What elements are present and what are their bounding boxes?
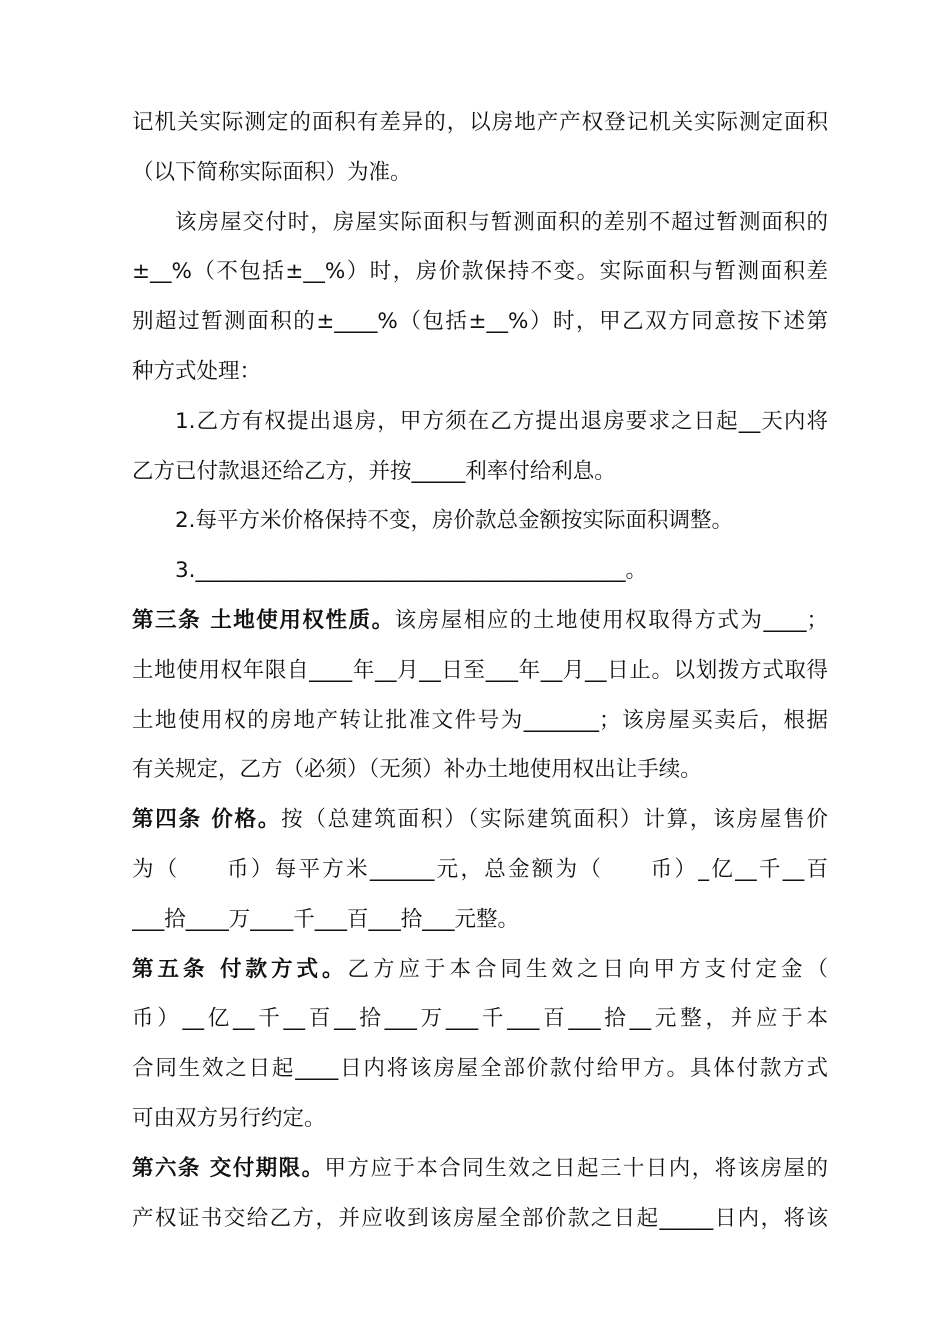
line-text: 甲方应于本合同生效之日起三十日内，将该房屋的 bbox=[324, 1155, 828, 1181]
line-text: （以下简称实际面积）为准。 bbox=[132, 159, 412, 185]
line-text: 别超过暂测面积的±____%（包括±__%）时，甲乙双方同意按下述第 bbox=[132, 309, 828, 335]
text-line bbox=[132, 1094, 828, 1144]
line-text: 3.________________________________________。 bbox=[175, 558, 648, 584]
text-line bbox=[132, 98, 828, 148]
line-text: ___拾____万____千___百___拾___元整。 bbox=[132, 906, 520, 932]
article-4-line bbox=[132, 795, 828, 845]
line-text: 记机关实际测定的面积有差异的，以房地产产权登记机关实际测定面积 bbox=[132, 110, 828, 135]
line-text: 按（总建筑面积）（实际建筑面积）计算，该房屋售价 bbox=[281, 807, 828, 833]
line-text: 币）__亿__千__百__拾___万___千___百___拾__元整，并应于本 bbox=[132, 1006, 828, 1032]
text-line bbox=[132, 745, 828, 795]
text-line bbox=[132, 496, 828, 546]
article-3-heading: 第三条 土地使用权性质。 bbox=[132, 607, 395, 633]
line-text: 乙方已付款退还给乙方，并按_____利率付给利息。 bbox=[132, 458, 616, 484]
line-text: 该房屋相应的土地使用权取得方式为____； bbox=[394, 607, 828, 633]
article-6-heading: 第六条 交付期限。 bbox=[132, 1155, 325, 1181]
text-line bbox=[132, 347, 828, 397]
text-line bbox=[132, 546, 828, 596]
article-6-line bbox=[132, 1144, 828, 1194]
article-4-heading: 第四条 价格。 bbox=[132, 807, 282, 833]
line-text: 土地使用权年限自____年__月__日至___年__月__日止。以划拨方式取得 bbox=[132, 657, 828, 683]
text-line bbox=[132, 1194, 828, 1244]
line-text: 产权证书交给乙方，并应收到该房屋全部价款之日起_____日内，将该 bbox=[132, 1205, 828, 1231]
line-text: 1.乙方有权提出退房，甲方须在乙方提出退房要求之日起__天内将 bbox=[175, 408, 828, 434]
line-text: 该房屋交付时，房屋实际面积与暂测面积的差别不超过暂测面积的 bbox=[175, 209, 828, 235]
line-text: 2.每平方米价格保持不变，房价款总金额按实际面积调整。 bbox=[175, 508, 734, 534]
article-5-line bbox=[132, 945, 828, 995]
text-line bbox=[132, 994, 828, 1044]
line-text: 有关规定，乙方（必须）（无须）补办土地使用权出让手续。 bbox=[132, 757, 702, 783]
text-line bbox=[132, 845, 828, 895]
line-text: 为（ 币）每平方米______元，总金额为（ 币）_亿__千__百 bbox=[132, 856, 828, 882]
text-line bbox=[132, 1044, 828, 1094]
line-text: ±__%（不包括±__%）时，房价款保持不变。实际面积与暂测面积差 bbox=[132, 259, 828, 285]
text-line bbox=[132, 297, 828, 347]
line-text: 可由双方另行约定。 bbox=[132, 1105, 326, 1131]
line-text: 合同生效之日起____日内将该房屋全部价款付给甲方。具体付款方式 bbox=[132, 1056, 828, 1082]
article-5-heading: 第五条 付款方式。 bbox=[132, 956, 348, 982]
text-line bbox=[132, 646, 828, 696]
line-text: 种方式处理： bbox=[132, 358, 262, 384]
article-3-line bbox=[132, 596, 828, 646]
text-line bbox=[132, 198, 828, 248]
text-line bbox=[132, 148, 828, 198]
line-text: 乙方应于本合同生效之日向甲方支付定金（ bbox=[347, 956, 828, 982]
line-text: 土地使用权的房地产转让批准文件号为_______；该房屋买卖后，根据 bbox=[132, 707, 828, 733]
text-line bbox=[132, 447, 828, 497]
text-line bbox=[132, 247, 828, 297]
text-line bbox=[132, 397, 828, 447]
text-line bbox=[132, 895, 828, 945]
text-line bbox=[132, 696, 828, 746]
document-page bbox=[132, 98, 828, 1243]
